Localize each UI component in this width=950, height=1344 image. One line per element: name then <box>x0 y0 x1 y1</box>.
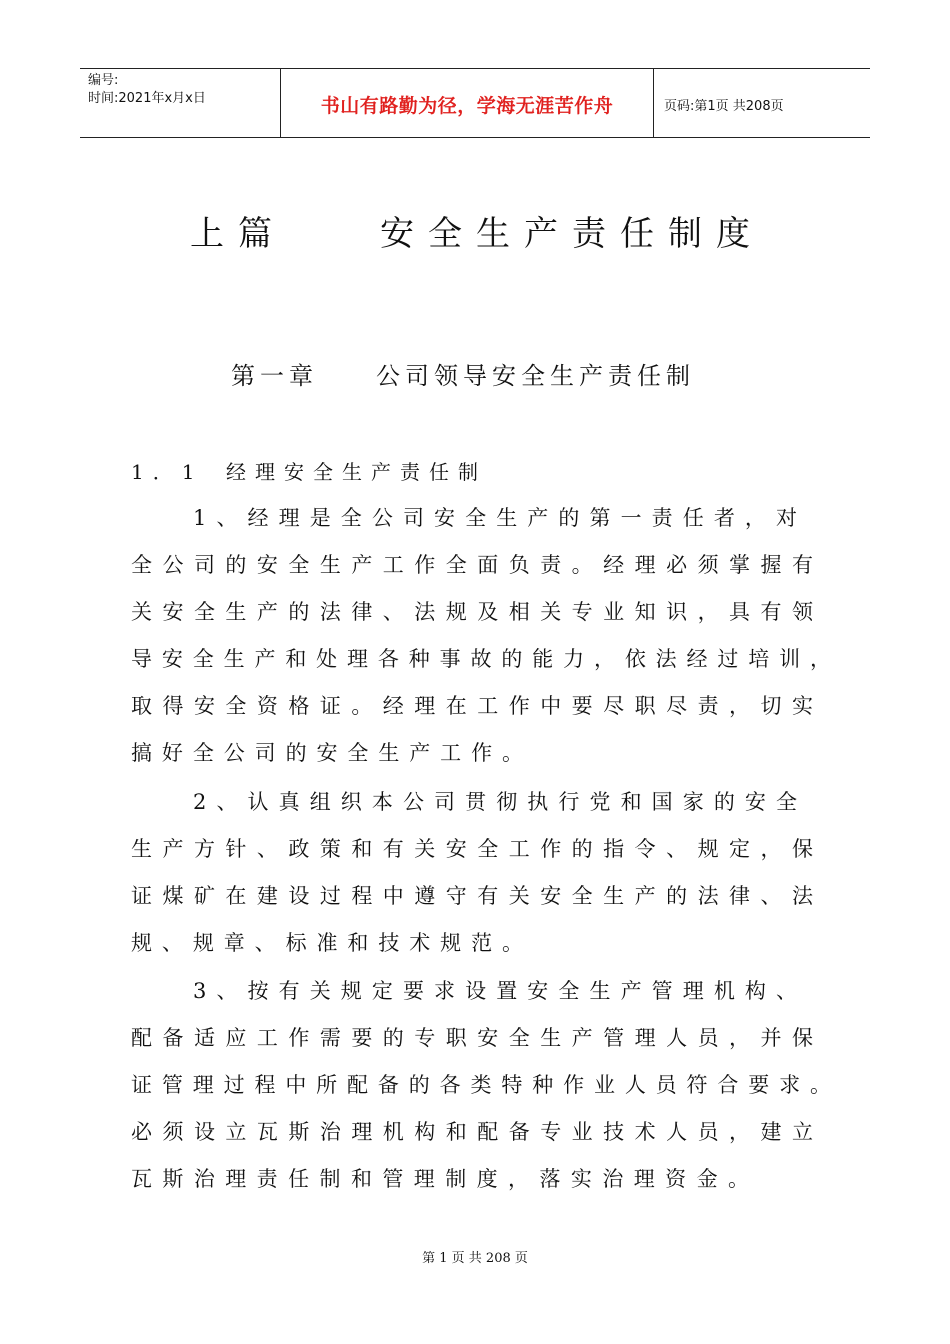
paragraph-2-line-3: 证煤矿在建设过程中遵守有关安全生产的法律、法 <box>131 884 813 908</box>
section-heading <box>0 456 950 486</box>
paragraph-2-line-1: 2、认真组织本公司贯彻执行党和国家的安全 <box>193 790 797 814</box>
paragraph-1-line-3: 关安全生产的法律、法规及相关专业知识，具有领 <box>131 600 813 624</box>
part-label: 上篇 <box>190 214 286 254</box>
paragraph-2-line-2: 生产方针、政策和有关安全工作的指令、规定，保 <box>131 837 813 861</box>
chapter-heading <box>0 356 950 396</box>
part-title <box>0 206 950 262</box>
header-meta-cell <box>80 69 281 137</box>
paragraph-3-line-2: 配备适应工作需要的专职安全生产管理人员，并保 <box>131 1026 813 1050</box>
chapter-name: 公司领导安全生产责任制 <box>376 362 695 390</box>
paragraph-1-line-4: 导安全生产和处理各种事故的能力，依法经过培训， <box>131 647 831 671</box>
chapter-number: 第一章 <box>231 362 318 390</box>
paragraph-1-line-5: 取得安全资格证。经理在工作中要尽职尽责，切实 <box>131 694 813 718</box>
paragraph-2-line-4: 规、规章、标准和技术规范。 <box>131 931 523 955</box>
paragraph-3-line-5: 瓦斯治理责任制和管理制度，落实治理资金。 <box>131 1167 749 1191</box>
paragraph-1-line-1: 1、经理是全公司安全生产的第一责任者，对 <box>193 506 797 530</box>
header-motto-cell <box>281 69 654 137</box>
paragraph-1-line-2: 全公司的安全生产工作全面负责。经理必须掌握有 <box>131 553 813 577</box>
section-name: 经理安全生产责任制 <box>226 460 487 484</box>
document-header <box>80 68 870 138</box>
paragraph-3-line-1: 3、按有关规定要求设置安全生产管理机构、 <box>193 979 797 1003</box>
header-page-cell <box>654 69 870 137</box>
section-number: 1．1 <box>131 460 204 484</box>
page-footer: 第 1 页 共 208 页 <box>422 1251 528 1266</box>
header-motto: 书山有路勤为径，学海无涯苦作舟 <box>320 95 614 117</box>
document-time-label: 时间:2021年x月x日 <box>88 91 206 106</box>
header-page-code: 页码:第1页 共208页 <box>664 99 784 114</box>
paragraph-3-line-4: 必须设立瓦斯治理机构和配备专业技术人员，建立 <box>131 1120 813 1144</box>
paragraph-1-line-6: 搞好全公司的安全生产工作。 <box>131 741 523 765</box>
part-main-title: 安全生产责任制度 <box>380 214 764 254</box>
paragraph-3-line-3: 证管理过程中所配备的各类特种作业人员符合要求。 <box>131 1073 831 1097</box>
document-number-label: 编号: <box>88 73 119 88</box>
